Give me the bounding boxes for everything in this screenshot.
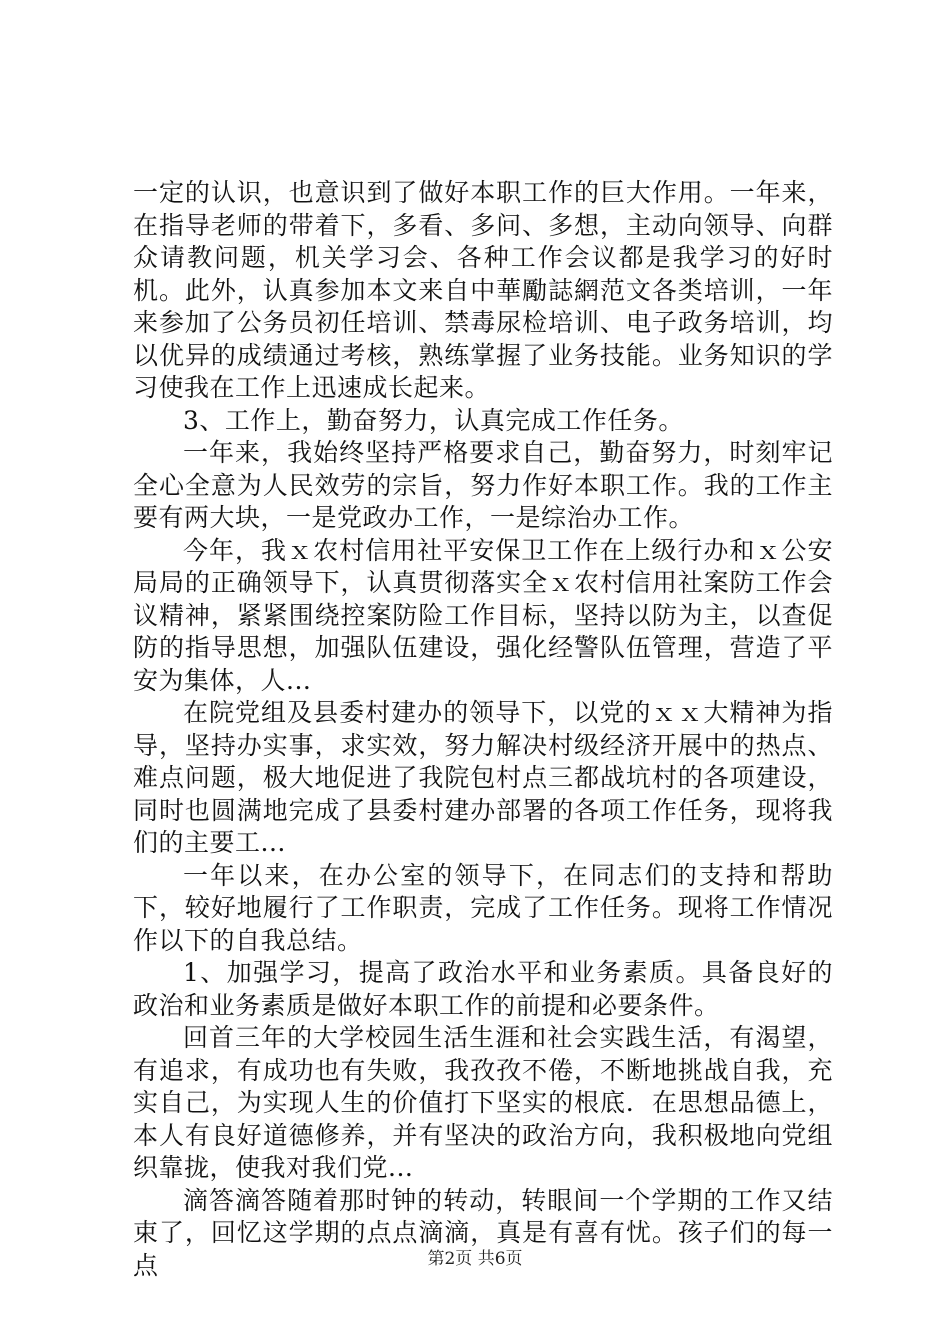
paragraph-5: 在院党组及县委村建办的领导下，以党的ｘｘ大精神为指导，坚持办实事，求实效，努力解决村级经济开展中的热点、难点问题，极大地促进了我院包村点三都战坑村的各项建设，同时也圆满地完成了县委村建办部署的各项工作任务，现将我们的主要工... [133,698,833,857]
body-text [133,177,833,1282]
paragraph-9: 滴答滴答随着那时钟的转动，转眼间一个学期的工作又结束了，回忆这学期的点点滴滴，真是有喜有忧。孩子们的每一点 [133,1185,833,1280]
paragraph-3: 一年来，我始终坚持严格要求自己，勤奋努力，时刻牢记全心全意为人民效劳的宗旨，努力作好本职工作。我的工作主要有两大块，一是党政办工作，一是综治办工作。 [133,438,833,532]
paragraph-2: 3、工作上，勤奋努力，认真完成工作任务。 [183,405,684,435]
paragraph-7: 1、加强学习，提高了政治水平和业务素质。具备良好的政治和业务素质是做好本职工作的前提和必要条件。 [133,958,833,1020]
paragraph-4: 今年，我ｘ农村信用社平安保卫工作在上级行办和ｘ公安局局的正确领导下，认真贯彻落实全ｘ农村信用社案防工作会议精神，紧紧围绕控案防险工作目标，坚持以防为主，以查促防的指导思想，加强队伍建设，强化经警队伍管理，营造了平安为集体，人... [133,535,833,695]
paragraph-8: 回首三年的大学校园生活生涯和社会实践生活，有渴望，有追求，有成功也有失败，我孜孜不倦，不断地挑战自我，充实自己，为实现人生的价值打下坚实的根底．在思想品德上，本人有良好道德修养，并有坚决的政治方向，我积极地向党组织靠拢，使我对我们党... [133,1023,833,1182]
paragraph-1: 一定的认识，也意识到了做好本职工作的巨大作用。一年来，在指导老师的带着下，多看、多问、多想，主动向领导、向群众请教问题，机关学习会、各种工作会议都是我学习的好时机。此外，认真参加本文来自中華勵誌網范文各类培训，一年来参加了公务员初任培训、禁毒尿检培训、电子政务培训，均以优异的成绩通过考核，熟练掌握了业务技能。业务知识的学习使我在工作上迅速成长起来。 [133,178,833,402]
page-footer: 第2页 共6页 [427,1249,523,1269]
paragraph-6: 一年以来，在办公室的领导下，在同志们的支持和帮助下，较好地履行了工作职责，完成了工作任务。现将工作情况作以下的自我总结。 [133,860,833,955]
